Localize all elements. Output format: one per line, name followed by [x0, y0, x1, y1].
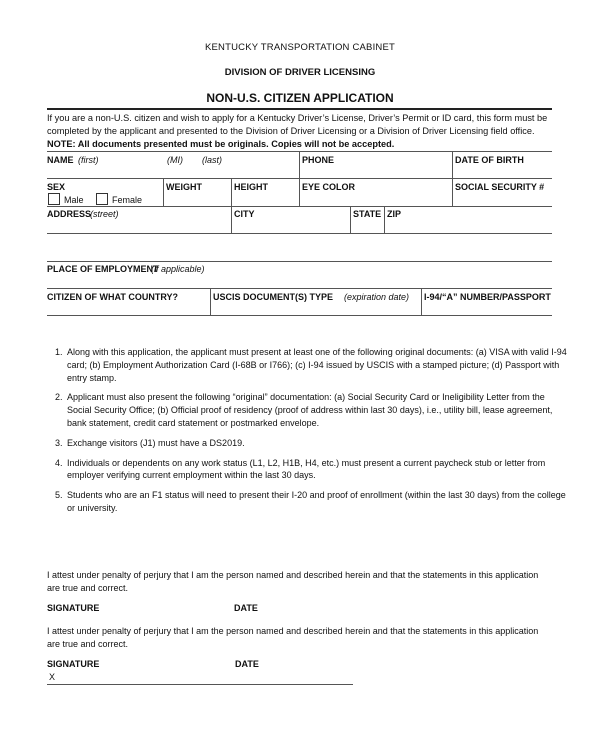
ssn-field[interactable]: SOCIAL SECURITY #: [455, 182, 545, 192]
requirement-item: 4. Individuals or dependents on any work status (L1, L2, H1B, H4, etc.) must present a current paycheck stub or letter from employer verifying current employment within the last 30 days.: [65, 457, 570, 483]
form-line: [47, 206, 552, 207]
requirement-item: 5. Students who are an F1 status will need to present their I-20 and proof of enrollment (within the last 30 days) from the college or university.: [65, 489, 570, 515]
form-vline: [210, 288, 211, 315]
uscis-doc-field[interactable]: USCIS DOCUMENT(S) TYPE: [213, 292, 334, 302]
employment-field[interactable]: PLACE OF EMPLOYMENT: [47, 264, 159, 274]
requirements-list: [47, 346, 570, 522]
form-vline: [163, 178, 164, 206]
form-title: NON-U.S. CITIZEN APPLICATION: [206, 91, 394, 105]
requirement-item: 3. Exchange visitors (J1) must have a DS2019.: [65, 437, 570, 450]
signature-line[interactable]: [47, 684, 353, 685]
form-vline: [452, 151, 453, 206]
expiration-hint: (expiration date): [344, 292, 410, 302]
attestation-text: I attest under penalty of perjury that I am the person named and described herein and that the statements in this application are true and correct.: [47, 570, 539, 593]
male-label: Male: [64, 195, 84, 205]
phone-field[interactable]: PHONE: [302, 155, 335, 165]
female-checkbox[interactable]: [96, 193, 108, 205]
i94-number-field[interactable]: I-94/“A” NUMBER/PASSPORT: [424, 292, 551, 302]
address-field[interactable]: ADDRESS: [47, 209, 92, 219]
intro-note: NOTE: All documents presented must be originals. Copies will not be accepted.: [47, 139, 395, 149]
state-field[interactable]: STATE: [353, 209, 382, 219]
name-field[interactable]: [47, 155, 74, 165]
division-name: DIVISION OF DRIVER LICENSING: [224, 67, 376, 78]
date-label: DATE: [234, 603, 258, 613]
dob-field[interactable]: DATE OF BIRTH: [455, 155, 524, 165]
male-checkbox[interactable]: [48, 193, 60, 205]
name-first-hint: (first): [78, 155, 99, 165]
date-label: DATE: [235, 659, 259, 669]
form-vline: [384, 206, 385, 233]
citizen-country-field[interactable]: CITIZEN OF WHAT COUNTRY?: [47, 292, 178, 302]
zip-field[interactable]: ZIP: [387, 209, 402, 219]
eye-color-field[interactable]: EYE COLOR: [302, 182, 356, 192]
signature-label: SIGNATURE: [47, 603, 100, 613]
attestation-text: I attest under penalty of perjury that I am the person named and described herein and that the statements in this application are true and correct.: [47, 626, 539, 649]
form-vline: [421, 288, 422, 315]
agency-name: KENTUCKY TRANSPORTATION CABINET: [204, 42, 396, 53]
name-label: NAME: [47, 155, 74, 165]
form-line: [47, 233, 552, 234]
city-field[interactable]: CITY: [234, 209, 255, 219]
height-field[interactable]: HEIGHT: [234, 182, 269, 192]
female-label: Female: [112, 195, 143, 205]
employment-hint: (if applicable): [151, 264, 205, 274]
requirement-item: 1. Along with this application, the applicant must present at least one of the following original documents: (a) VISA with valid I-94 card; (b) Employment Authorization Card (I-68B or I766); (c) I-94 issued by USCIS with a stamped picture; (d) Passport with entry stamp.: [65, 346, 570, 384]
sex-label: SEX: [47, 182, 66, 192]
intro-text: If you are a non-U.S. citizen and wish to apply for a Kentucky Driver’s License, Driver’s Permit or ID card, this form must be completed by the applicant and presented to the Division of Driver Licensing or a Division of Driver Licensing field office.: [47, 113, 548, 136]
weight-field[interactable]: WEIGHT: [166, 182, 202, 192]
form-vline: [231, 178, 232, 233]
form-vline: [350, 206, 351, 233]
address-hint: (street): [90, 209, 119, 219]
signature-x-mark: X: [49, 672, 56, 682]
form-line: [47, 315, 552, 316]
form-line: [47, 288, 552, 289]
name-last-hint: (last): [202, 155, 222, 165]
signature-label: SIGNATURE: [47, 659, 100, 669]
title-divider: [47, 108, 552, 110]
name-mi-hint: (MI): [167, 155, 183, 165]
form-line: [47, 261, 552, 262]
intro-paragraph: [47, 112, 552, 151]
requirement-item: 2. Applicant must also present the following “original” documentation: (a) Social Security Card or Ineligibility Letter from the Social Security Office; (b) Official proof of residency (proof of address within last 30 days), i.e., utility bill, lease agreement, bank statement, credit card statement or postmarked envelope.: [65, 391, 570, 429]
form-vline: [299, 151, 300, 206]
